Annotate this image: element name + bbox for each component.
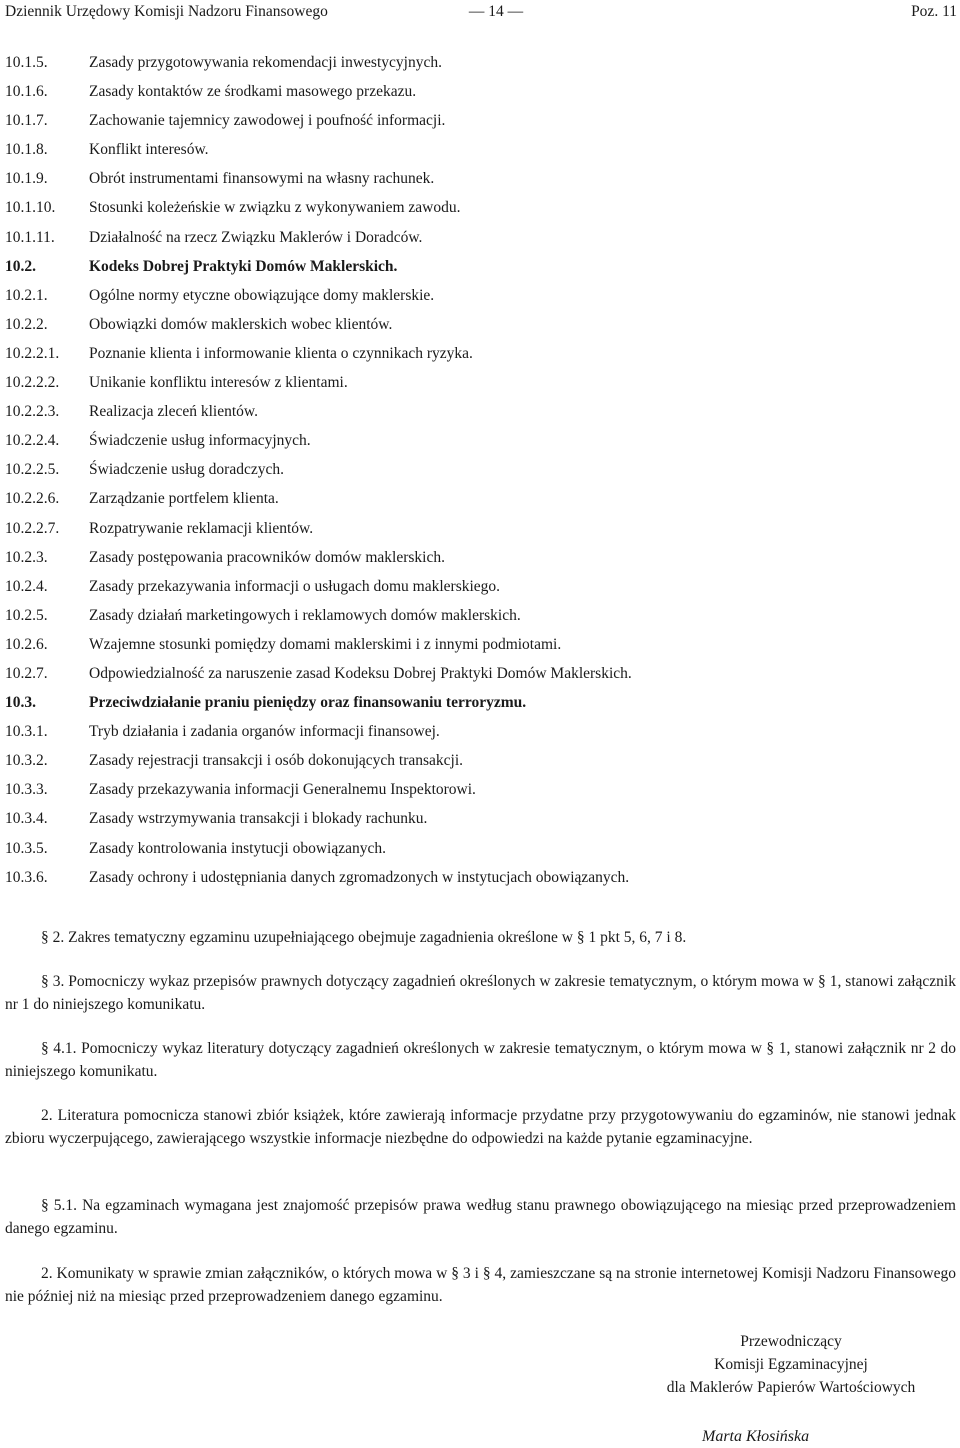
- toc-number: 10.1.10.: [5, 199, 56, 217]
- toc-row: [5, 368, 950, 397]
- toc-number: 10.3.: [5, 694, 36, 712]
- paragraph-5-1-text: § 5.1. Na egzaminach wymagana jest znajomość przepisów prawa według stanu prawnego obowiązującego na miesiąc przed przeprowadzeniem danego egzaminu.: [5, 1197, 956, 1237]
- toc-title: Zasady postępowania pracowników domów maklerskich.: [89, 548, 445, 566]
- toc-row: [5, 223, 950, 252]
- toc-number: 10.2.2.7.: [5, 519, 60, 537]
- toc-title: Konflikt interesów.: [89, 141, 209, 159]
- toc-number: 10.1.6.: [5, 83, 48, 101]
- toc-number: 10.2.2.3.: [5, 403, 60, 421]
- toc-title: Kodeks Dobrej Praktyki Domów Maklerskich.: [89, 257, 398, 275]
- toc-title: Obowiązki domów maklerskich wobec klientów.: [89, 315, 393, 333]
- toc-row: [5, 339, 950, 368]
- paragraph-5-1: [5, 1194, 956, 1240]
- toc-number: 10.2.: [5, 257, 36, 275]
- journal-title: Dziennik Urzędowy Komisji Nadzoru Finansowego: [5, 3, 328, 20]
- toc-row: [5, 601, 950, 630]
- toc-number: 10.2.1.: [5, 286, 48, 304]
- toc-row: [5, 717, 950, 746]
- toc-number: 10.3.1.: [5, 723, 48, 741]
- toc-title: Zasady rejestracji transakcji i osób dokonujących transakcji.: [89, 752, 464, 770]
- toc-number: 10.2.2.1.: [5, 344, 60, 362]
- toc-number: 10.1.8.: [5, 141, 48, 159]
- page-header: [5, 0, 957, 26]
- toc-row: [5, 746, 950, 775]
- toc-row: [5, 281, 950, 310]
- toc-row: [5, 77, 950, 106]
- position-number: Poz. 11: [911, 3, 957, 20]
- toc-row: [5, 455, 950, 484]
- toc-title: Tryb działania i zadania organów informacji finansowej.: [89, 723, 440, 741]
- toc-title: Zasady kontrolowania instytucji obowiązanych.: [89, 839, 387, 857]
- toc-row: [5, 688, 950, 717]
- toc-number: 10.3.6.: [5, 868, 48, 886]
- toc-row: [5, 397, 950, 426]
- toc-number: 10.2.4.: [5, 577, 48, 595]
- toc-title: Stosunki koleżeńskie w związku z wykonywaniem zawodu.: [89, 199, 461, 217]
- paragraph-5-2-text: 2. Komunikaty w sprawie zmian załączników, o których mowa w § 3 i § 4, zamieszczane są na stronie internetowej Komisji Nadzoru Finansowego nie później niż na miesiąc przed przeprowadzeniem danego egzaminu.: [5, 1265, 956, 1305]
- toc-title: Ogólne normy etyczne obowiązujące domy maklerskie.: [89, 286, 435, 304]
- paragraph-3-text: § 3. Pomocniczy wykaz przepisów prawnych dotyczący zagadnień określonych w zakresie tematycznym, o którym mowa w § 1, stanowi załącznik nr 1 do niniejszego komunikatu.: [5, 973, 956, 1013]
- toc-title: Zachowanie tajemnicy zawodowej i poufność informacji.: [89, 112, 446, 130]
- toc-title: Poznanie klienta i informowanie klienta o czynnikach ryzyka.: [89, 344, 473, 362]
- toc-number: 10.2.2.5.: [5, 461, 60, 479]
- toc-title: Zasady działań marketingowych i reklamowych domów maklerskich.: [89, 606, 521, 624]
- toc-number: 10.3.3.: [5, 781, 48, 799]
- paragraph-4-2: [5, 1104, 956, 1150]
- toc-row: [5, 543, 950, 572]
- toc-title: Świadczenie usług informacyjnych.: [89, 432, 311, 450]
- toc-number: 10.2.5.: [5, 606, 48, 624]
- toc-number: 10.2.2.6.: [5, 490, 60, 508]
- toc-row: [5, 310, 950, 339]
- toc-row: [5, 106, 950, 135]
- toc-number: 10.1.7.: [5, 112, 48, 130]
- toc-title: Obrót instrumentami finansowymi na własny rachunek.: [89, 170, 435, 188]
- toc-title: Zasady przekazywania informacji Generalnemu Inspektorowi.: [89, 781, 476, 799]
- signature-title-line2: Komisji Egzaminacyjnej: [714, 1356, 868, 1373]
- toc-row: [5, 48, 950, 77]
- paragraph-4-2-text: 2. Literatura pomocnicza stanowi zbiór książek, które zawierają informacje przydatne przy przygotowywaniu do egzaminów, nie stanowi jednak zbioru wyczerpującego, zawierającego wszystkie informacje niezbędne do odpowiedzi na każde pytanie egzaminacyjne.: [5, 1107, 956, 1147]
- toc-row: [5, 775, 950, 804]
- toc-title: Odpowiedzialność za naruszenie zasad Kodeksu Dobrej Praktyki Domów Maklerskich.: [89, 664, 632, 682]
- signature-title-line1: Przewodniczący: [740, 1333, 842, 1350]
- toc-row: [5, 804, 950, 833]
- toc-title: Zasady kontaktów ze środkami masowego przekazu.: [89, 83, 417, 101]
- toc-row: [5, 834, 950, 863]
- toc-title: Realizacja zleceń klientów.: [89, 403, 258, 421]
- toc-row: [5, 252, 950, 281]
- toc-title: Zasady przekazywania informacji o usługach domu maklerskiego.: [89, 577, 501, 595]
- toc-number: 10.2.2.: [5, 315, 48, 333]
- toc-row: [5, 630, 950, 659]
- toc-number: 10.2.3.: [5, 548, 48, 566]
- toc-number: 10.3.2.: [5, 752, 48, 770]
- toc-row: [5, 426, 950, 455]
- toc-title: Zasady ochrony i udostępniania danych zgromadzonych w instytucjach obowiązanych.: [89, 868, 630, 886]
- toc-number: 10.2.2.2.: [5, 374, 60, 392]
- signature-block: [626, 1330, 956, 1445]
- toc-row: [5, 514, 950, 543]
- toc-row: [5, 863, 950, 892]
- toc-number: 10.1.5.: [5, 54, 48, 71]
- page-number: — 14 —: [468, 3, 524, 20]
- signatory-name: Marta Kłosińska: [702, 1428, 810, 1445]
- paragraph-5-2: [5, 1262, 956, 1308]
- toc-title: Rozpatrywanie reklamacji klientów.: [89, 519, 314, 537]
- toc-row: [5, 164, 950, 193]
- toc-title: Działalność na rzecz Związku Maklerów i Doradców.: [89, 228, 423, 246]
- toc-row: [5, 193, 950, 222]
- toc-row: [5, 135, 950, 164]
- toc-title: Unikanie konfliktu interesów z klientami.: [89, 374, 348, 392]
- toc-title: Zarządzanie portfelem klienta.: [89, 490, 279, 508]
- toc-title: Wzajemne stosunki pomiędzy domami maklerskimi i z innymi podmiotami.: [89, 635, 562, 653]
- toc-row: [5, 659, 950, 688]
- toc-number: 10.3.4.: [5, 810, 48, 828]
- toc-number: 10.1.11.: [5, 228, 55, 246]
- toc-title: Świadczenie usług doradczych.: [89, 461, 284, 479]
- toc-title: Zasady wstrzymywania transakcji i blokady rachunku.: [89, 810, 428, 828]
- toc-title: Zasady przygotowywania rekomendacji inwestycyjnych.: [89, 54, 442, 71]
- toc-number: 10.3.5.: [5, 839, 48, 857]
- topic-list: [5, 48, 950, 892]
- toc-row: [5, 484, 950, 513]
- toc-number: 10.2.2.4.: [5, 432, 60, 450]
- toc-number: 10.2.6.: [5, 635, 48, 653]
- paragraph-2: [5, 926, 956, 949]
- paragraph-3: [5, 970, 956, 1016]
- toc-row: [5, 572, 950, 601]
- toc-number: 10.1.9.: [5, 170, 48, 188]
- paragraph-4-1: [5, 1037, 956, 1083]
- toc-number: 10.2.7.: [5, 664, 48, 682]
- paragraph-4-1-text: § 4.1. Pomocniczy wykaz literatury dotyczący zagadnień określonych w zakresie tematycznym, o którym mowa w § 1, stanowi załącznik nr 2 do niniejszego komunikatu.: [5, 1040, 956, 1080]
- paragraph-2-text: § 2. Zakres tematyczny egzaminu uzupełniającego obejmuje zagadnienia określone w § 1 pkt 5, 6, 7 i 8.: [41, 929, 687, 946]
- signature-title-line3: dla Maklerów Papierów Wartościowych: [666, 1379, 916, 1396]
- toc-title: Przeciwdziałanie praniu pieniędzy oraz finansowaniu terroryzmu.: [89, 694, 527, 712]
